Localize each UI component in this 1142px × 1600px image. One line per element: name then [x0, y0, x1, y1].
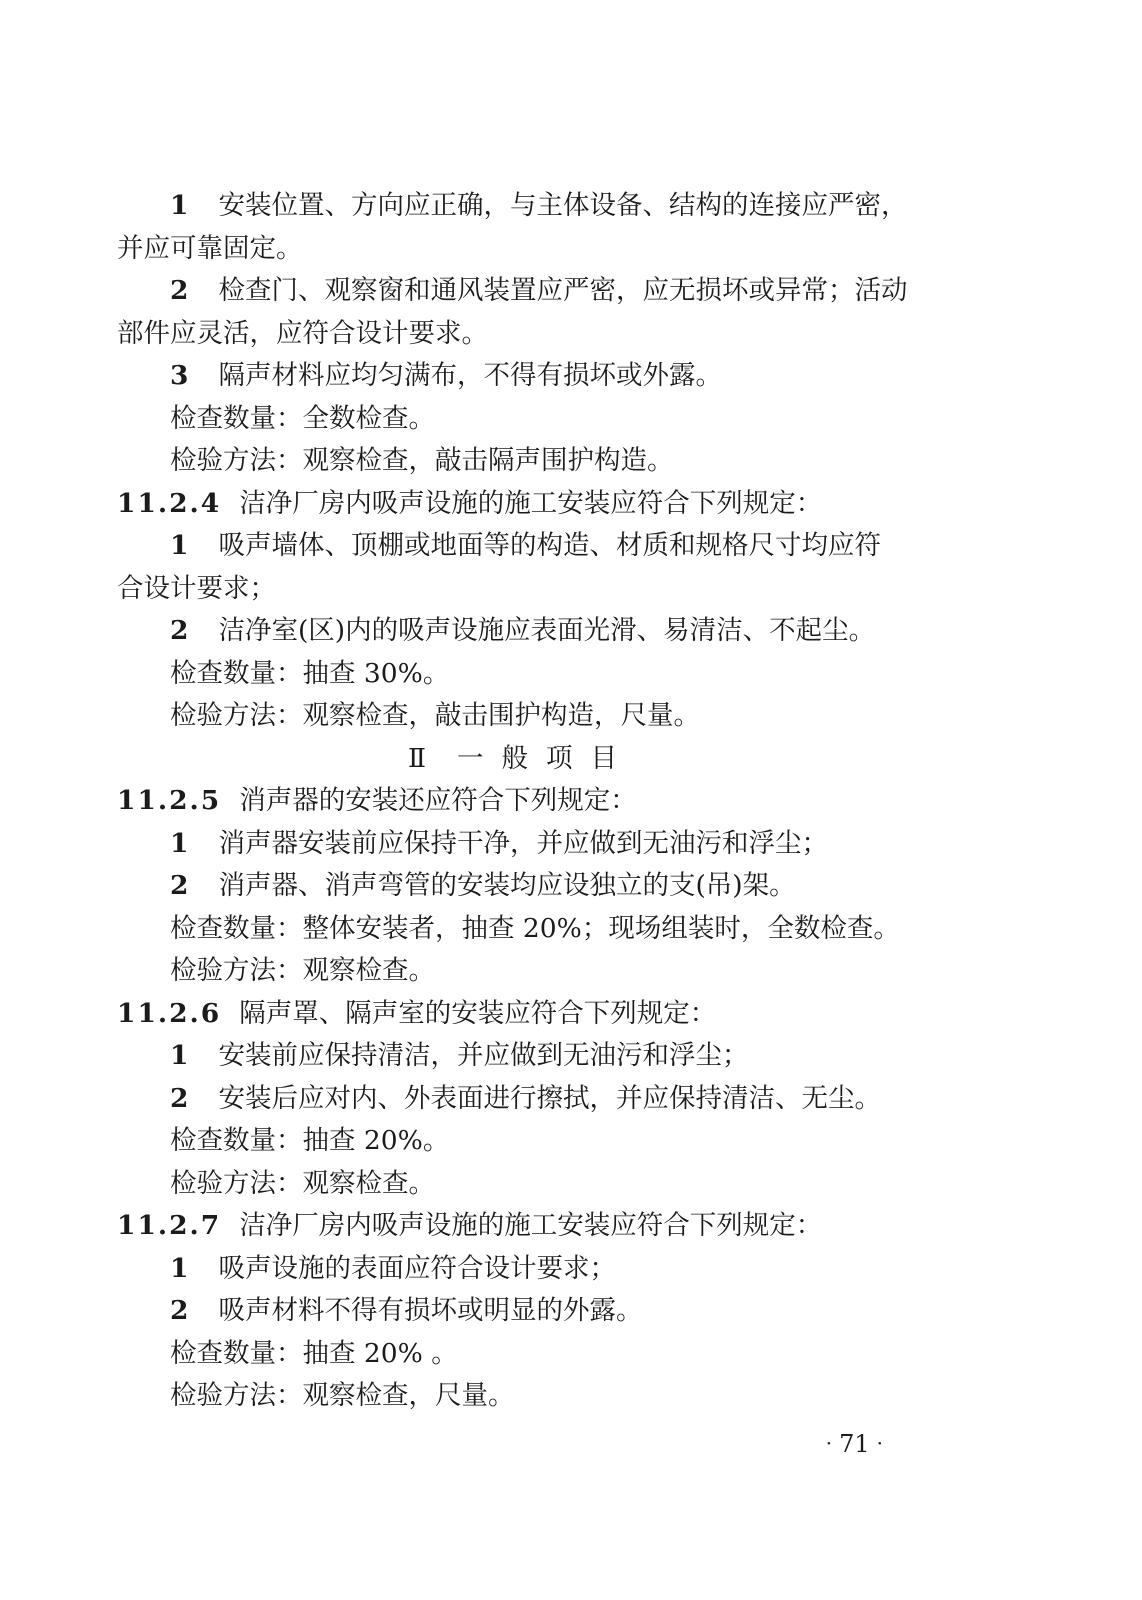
item-number: 2	[170, 275, 189, 306]
item-line	[117, 1248, 917, 1291]
item-line	[117, 865, 917, 908]
item-line	[117, 1078, 917, 1121]
indent-line	[117, 1333, 917, 1376]
line-text: 检查数量：抽查 20%。	[170, 1125, 450, 1156]
item-number: 3	[170, 360, 189, 391]
line-text: 检查数量：整体安装者，抽查 20%；现场组装时，全数检查。	[170, 912, 900, 944]
indent-line	[117, 1163, 917, 1206]
clause-line	[117, 483, 917, 526]
indent-line	[117, 950, 917, 993]
item-number: 1	[170, 1040, 189, 1071]
clause-line	[117, 1205, 917, 1248]
item-number: 1	[170, 827, 189, 859]
line-text: 检查数量：全数检查。	[170, 402, 435, 434]
item-number: 2	[170, 1295, 189, 1326]
line-text: 隔声罩、隔声室的安装应符合下列规定：	[239, 997, 717, 1029]
line-text: 检验方法：观察检查。	[170, 955, 435, 986]
heading-char: 项	[546, 742, 573, 774]
cont-line	[117, 228, 917, 271]
item-number: 2	[170, 870, 189, 901]
clause-number: 11.2.4	[117, 487, 222, 519]
heading-numeral: Ⅱ	[407, 742, 426, 774]
item-line	[117, 1290, 917, 1333]
indent-line	[117, 653, 917, 696]
line-text: 并应可靠固定。	[117, 232, 303, 264]
heading-char: 般	[501, 742, 528, 774]
line-text: 合设计要求；	[117, 572, 276, 604]
indent-line	[117, 398, 917, 441]
item-number: 1	[170, 530, 189, 561]
line-text: 消声器、消声弯管的安装均应设独立的支(吊)架。	[218, 870, 796, 901]
heading-char: 一	[457, 742, 484, 774]
line-text: 部件应灵活，应符合设计要求。	[117, 317, 488, 349]
item-line	[117, 355, 917, 398]
document-body	[117, 185, 917, 1418]
indent-line	[117, 440, 917, 483]
line-text: 检验方法：观察检查，敲击围护构造，尺量。	[170, 700, 700, 731]
item-line	[117, 1035, 917, 1078]
line-text: 安装后应对内、外表面进行擦拭，并应保持清洁、无尘。	[218, 1082, 881, 1114]
line-text: 消声器的安装还应符合下列规定：	[239, 785, 637, 816]
line-text: 安装位置、方向应正确，与主体设备、结构的连接应严密，	[218, 190, 908, 221]
line-text: 消声器安装前应保持干净，并应做到无油污和浮尘；	[218, 827, 828, 859]
line-text: 检查数量：抽查 30%。	[170, 657, 450, 689]
item-number: 1	[170, 190, 189, 221]
line-text: 吸声设施的表面应符合设计要求；	[218, 1252, 616, 1284]
line-text: 洁净室(区)内的吸声设施应表面光滑、易清洁、不起尘。	[218, 615, 876, 646]
line-text: 安装前应保持清洁，并应做到无油污和浮尘；	[218, 1040, 749, 1071]
page-number-value: 71	[839, 1430, 870, 1458]
line-text: 洁净厂房内吸声设施的施工安装应符合下列规定：	[239, 487, 823, 519]
page-number-decor-left: ·	[825, 1431, 833, 1455]
line-text: 洁净厂房内吸声设施的施工安装应符合下列规定：	[239, 1210, 823, 1241]
item-number: 2	[170, 1082, 189, 1114]
cont-line	[117, 568, 917, 611]
item-line	[117, 823, 917, 866]
page-number	[115, 1422, 890, 1464]
indent-line	[117, 1120, 917, 1163]
line-text: 吸声墙体、顶棚或地面等的构造、材质和规格尺寸均应符	[218, 530, 881, 561]
item-line	[117, 525, 917, 568]
line-text: 隔声材料应均匀满布，不得有损坏或外露。	[218, 360, 722, 391]
line-text: 吸声材料不得有损坏或明显的外露。	[218, 1295, 643, 1326]
indent-line	[117, 1375, 917, 1418]
clause-number: 11.2.6	[117, 997, 222, 1029]
heading-char: 目	[590, 742, 617, 774]
item-number: 2	[170, 615, 189, 646]
line-text: 检查门、观察窗和通风装置应严密，应无损坏或异常；活动	[218, 275, 908, 306]
clause-number: 11.2.7	[117, 1210, 222, 1241]
clause-number: 11.2.5	[117, 785, 222, 816]
clause-line	[117, 780, 917, 823]
indent-line	[117, 908, 917, 951]
line-text: 检验方法：观察检查。	[170, 1167, 435, 1199]
line-text: 检验方法：观察检查，敲击隔声围护构造。	[170, 445, 674, 476]
page-number-decor-right: ·	[876, 1431, 883, 1455]
item-line	[117, 270, 917, 313]
line-text: 检查数量：抽查 20% 。	[170, 1337, 458, 1369]
clause-line	[117, 993, 917, 1036]
item-line	[117, 185, 917, 228]
indent-line	[117, 695, 917, 738]
section-heading	[117, 738, 917, 781]
item-line	[117, 610, 917, 653]
line-text: 检验方法：观察检查，尺量。	[170, 1380, 515, 1411]
item-number: 1	[170, 1252, 189, 1284]
cont-line	[117, 313, 917, 356]
